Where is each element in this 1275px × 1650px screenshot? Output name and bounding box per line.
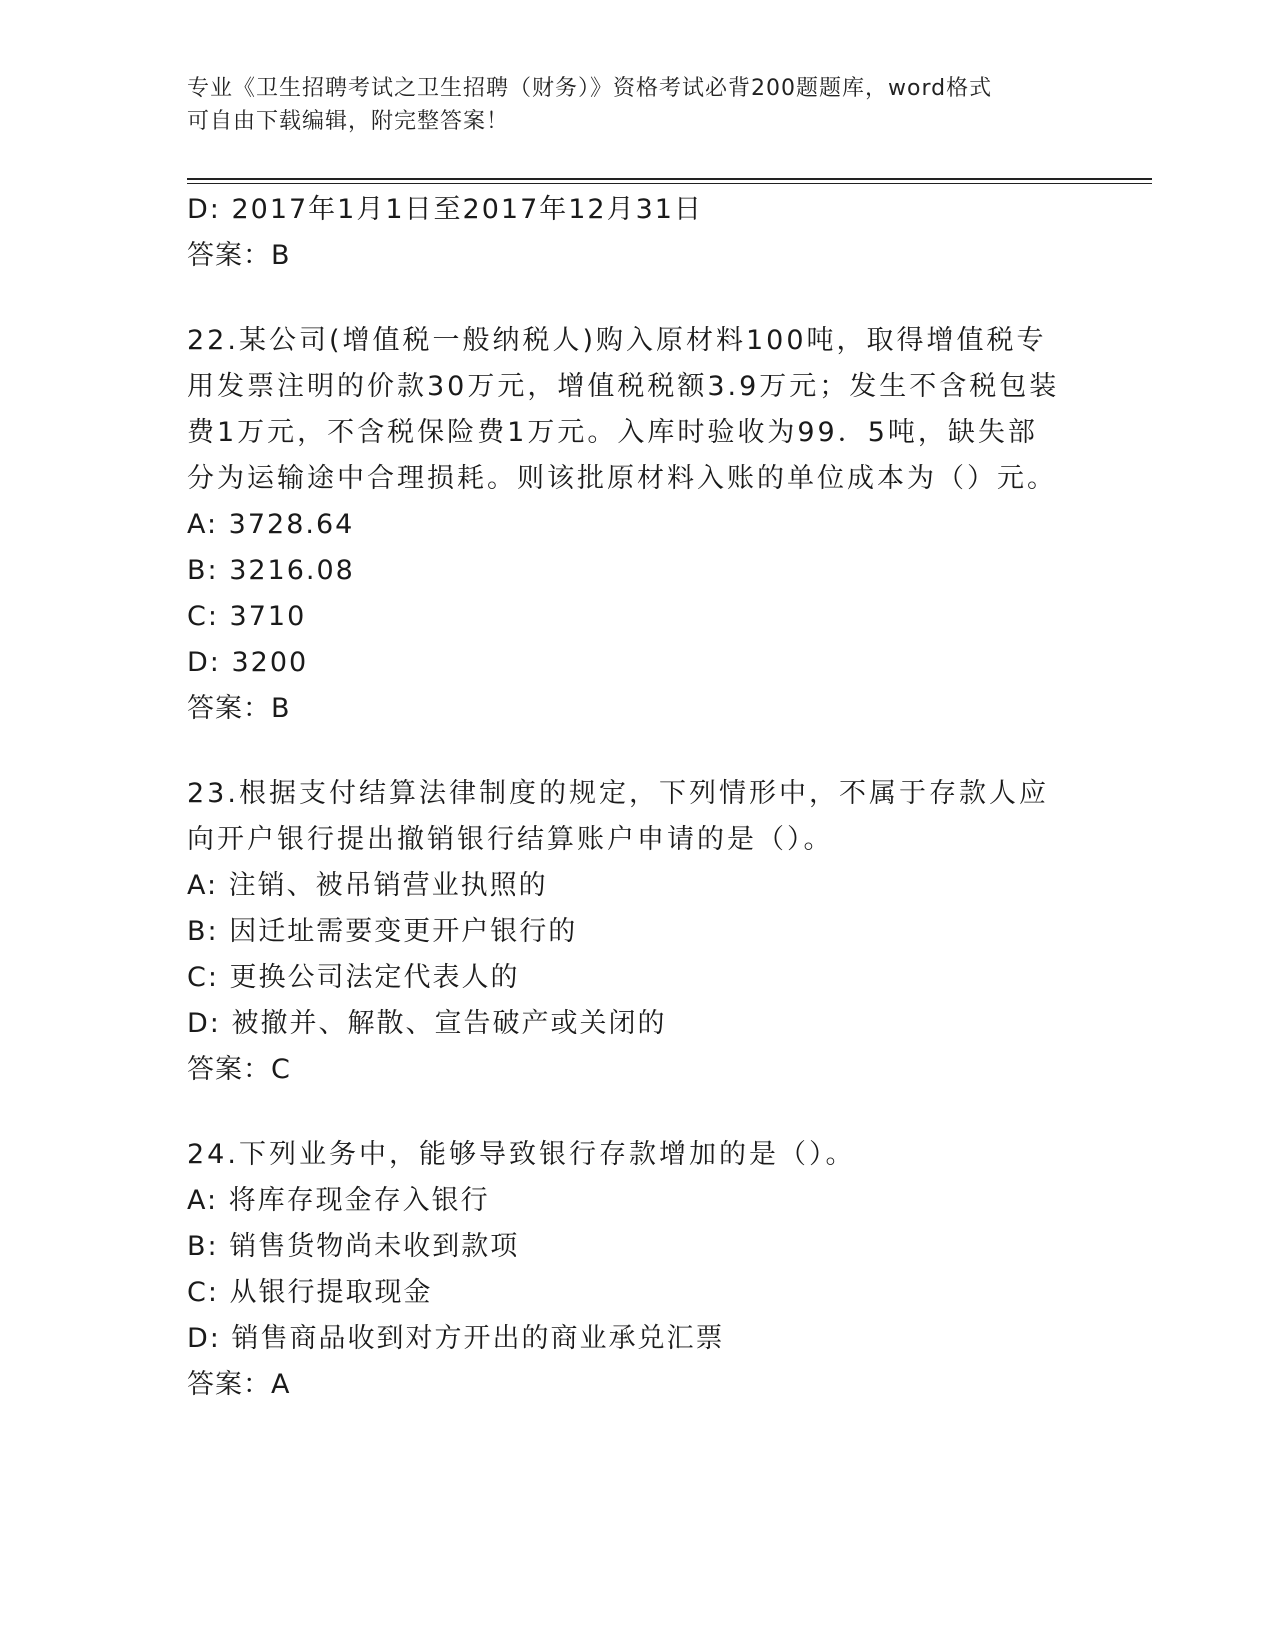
question-22-stem: 22.某公司(增值税一般纳税人)购入原材料100吨，取得增值税专用发票注明的价款30万元，增值税税额3.9万元；发生不含税包装费1万元，不含税保险费1万元。入库时验收为99．5吨，缺失部分为运输途中合理损耗。则该批原材料入账的单位成本为（）元。 [187,325,1060,494]
question-23-option-d: D: 被撤并、解散、宣告破产或关闭的 [187,1008,667,1039]
question-22-option-b: B: 3216.08 [187,555,355,586]
header-rule-thin [187,183,1152,184]
question-23-stem: 23.根据支付结算法律制度的规定，下列情形中，不属于存款人应向开户银行提出撤销银行结算账户申请的是（）。 [187,778,1049,855]
question-22-option-a: A: 3728.64 [187,509,355,540]
header-rule-thick [187,178,1152,180]
page-header [187,72,1087,138]
question-21-answer: 答案：B [187,240,291,271]
document-body [187,187,1087,1408]
question-23-option-c: C: 更换公司法定代表人的 [187,962,520,993]
question-24-option-a: A: 将库存现金存入银行 [187,1185,490,1216]
question-23 [187,771,1087,1093]
question-24-stem: 24.下列业务中，能够导致银行存款增加的是（）。 [187,1139,856,1170]
header-line-1: 专业《卫生招聘考试之卫生招聘（财务）》资格考试必背200题题库，word格式 [187,76,993,101]
question-23-option-a: A: 注销、被吊销营业执照的 [187,870,548,901]
question-22 [187,318,1087,732]
question-22-option-d: D: 3200 [187,647,309,678]
question-24-option-b: B: 销售货物尚未收到款项 [187,1231,520,1262]
question-24-option-d: D: 销售商品收到对方开出的商业承兑汇票 [187,1323,725,1354]
question-23-option-b: B: 因迁址需要变更开户银行的 [187,916,578,947]
question-24 [187,1132,1087,1408]
header-line-2: 可自由下载编辑，附完整答案！ [187,109,510,134]
question-24-answer: 答案：A [187,1369,291,1400]
question-24-option-c: C: 从银行提取现金 [187,1277,433,1308]
question-23-answer: 答案：C [187,1054,291,1085]
question-21-option-d: D: 2017年1月1日至2017年12月31日 [187,194,703,225]
question-22-answer: 答案：B [187,693,291,724]
question-22-option-c: C: 3710 [187,601,307,632]
